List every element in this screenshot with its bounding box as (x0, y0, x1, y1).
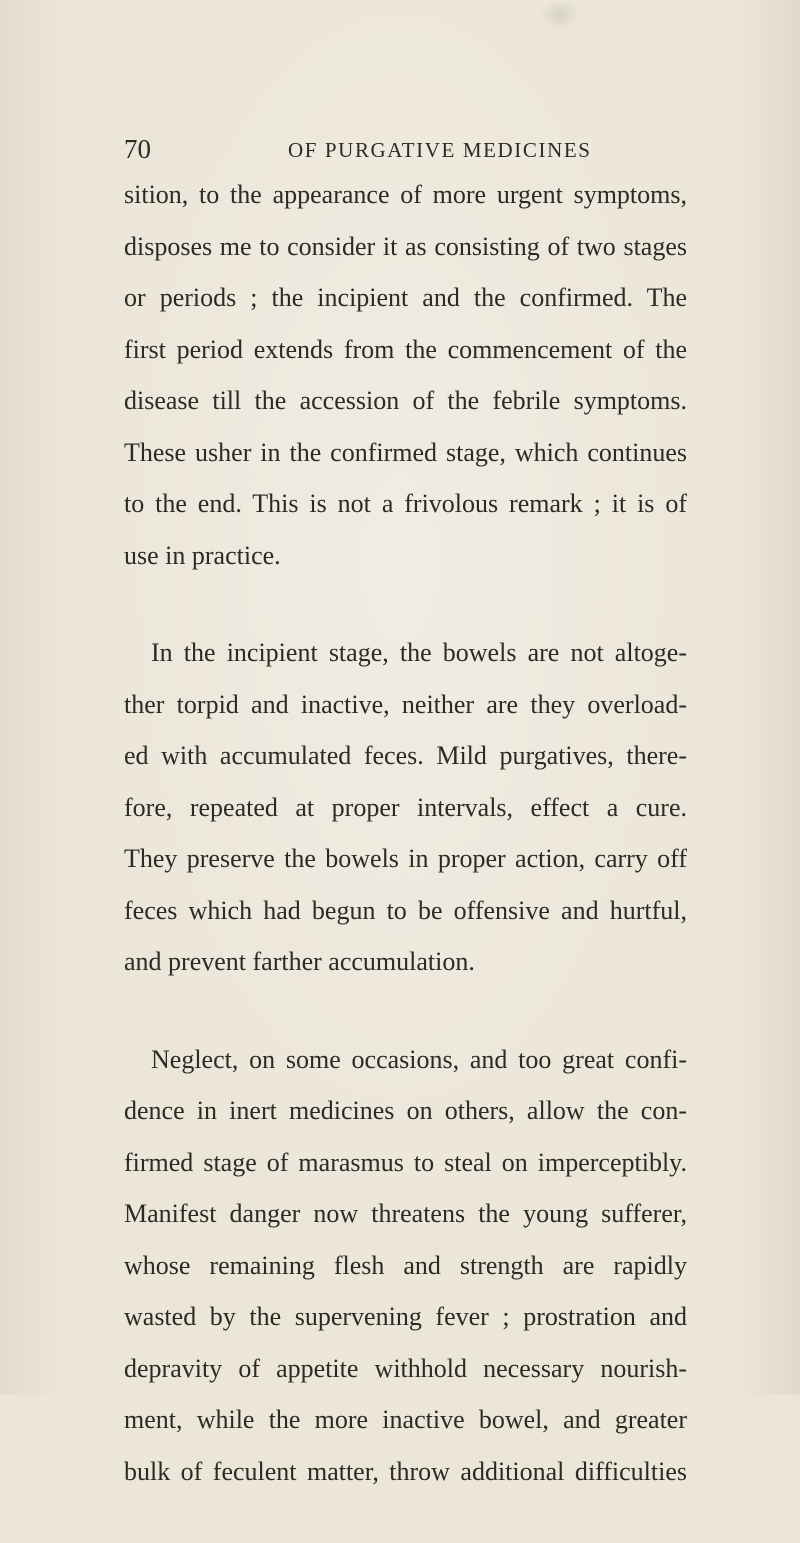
paragraph-2 (124, 627, 687, 988)
text-line: depravity of appetite withhold necessary nourish- (124, 1353, 687, 1383)
text-line: These usher in the confirmed stage, which continues (124, 437, 687, 467)
text-line: In the incipient stage, the bowels are not altoge- (151, 638, 687, 667)
text-line: whose remaining flesh and strength are rapidly (124, 1250, 687, 1280)
text-line: They preserve the bowels in proper action, carry off (124, 844, 687, 873)
text-line: or periods ; the incipient and the confirmed. The (124, 283, 687, 312)
text-line: bulk of feculent matter, throw additional difficulties (124, 1456, 687, 1486)
text-line: use in practice. (124, 540, 281, 570)
text-line: ther torpid and inactive, neither are they overload- (124, 689, 687, 719)
paragraph-3 (124, 1034, 687, 1498)
paper-stain (540, 0, 580, 30)
paragraph-1 (124, 169, 687, 581)
text-line: disease till the accession of the febrile symptoms. (124, 386, 687, 415)
running-head: OF PURGATIVE MEDICINES (288, 138, 592, 162)
page-number: 70 (124, 134, 151, 164)
text-line: firmed stage of marasmus to steal on imperceptibly. (124, 1147, 687, 1177)
text-line: first period extends from the commencement of the (124, 334, 687, 364)
text-line: disposes me to consider it as consisting of two stages (124, 231, 687, 261)
page-header (124, 132, 684, 166)
text-line: to the end. This is not a frivolous remark ; it is of (124, 489, 687, 518)
text-line: Neglect, on some occasions, and too great confi- (151, 1044, 687, 1074)
text-line: and prevent farther accumulation. (124, 947, 475, 976)
text-line: Manifest danger now threatens the young sufferer, (124, 1199, 687, 1228)
text-line: ed with accumulated feces. Mild purgatives, there- (124, 741, 687, 770)
text-line: wasted by the supervening fever ; prostration and (124, 1302, 687, 1331)
body-text (124, 169, 687, 1543)
text-line: dence in inert medicines on others, allow the con- (124, 1096, 687, 1125)
text-line: ment, while the more inactive bowel, and greater (124, 1405, 687, 1434)
text-line: fore, repeated at proper intervals, effect a cure. (124, 792, 687, 822)
text-line: feces which had begun to be offensive and hurtful, (124, 895, 687, 925)
text-line: sition, to the appearance of more urgent symptoms, (124, 180, 687, 209)
